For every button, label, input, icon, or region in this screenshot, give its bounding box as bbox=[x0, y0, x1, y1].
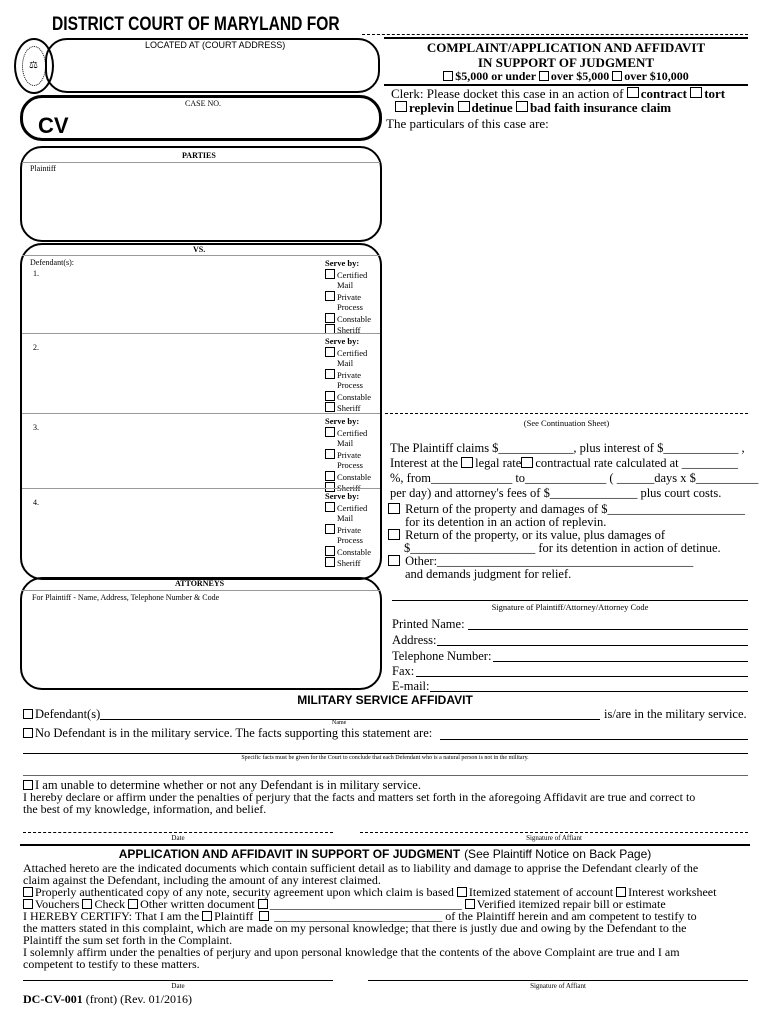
serve-by-label: Serve by: bbox=[325, 491, 360, 501]
serve-option bbox=[325, 427, 377, 449]
doc-label: Check bbox=[94, 897, 126, 911]
serve-option bbox=[325, 471, 377, 483]
doc-label: Other written document bbox=[140, 897, 255, 911]
interest-label: Interest at the bbox=[390, 456, 459, 470]
serve-option-checkbox[interactable] bbox=[325, 369, 335, 379]
detinue-text-2[interactable]: $____________________ for its detention in action of detinue. bbox=[404, 541, 721, 555]
plaintiff-field[interactable] bbox=[30, 174, 370, 234]
unable-label: I am unable to determine whether or not any Defendant is in military service. bbox=[35, 778, 421, 792]
no-defendant-checkbox[interactable] bbox=[23, 728, 33, 738]
address-field[interactable] bbox=[437, 645, 748, 646]
amount-label: $5,000 or under bbox=[455, 69, 536, 83]
other-document-field[interactable]: ________________________________ bbox=[269, 897, 462, 911]
action-label: bad faith insurance claim bbox=[529, 100, 672, 115]
authenticated-copy-checkbox[interactable] bbox=[23, 887, 33, 897]
military-signature-label: Signature of Affiant bbox=[526, 834, 582, 842]
serve-option bbox=[325, 391, 377, 403]
replevin-return-checkbox[interactable] bbox=[388, 503, 400, 514]
serve-option-label: Constable bbox=[337, 391, 371, 402]
form-code: DC-CV-001 bbox=[23, 992, 83, 1006]
application-signature-label: Signature of Affiant bbox=[530, 982, 586, 990]
serve-option-checkbox[interactable] bbox=[325, 449, 335, 459]
serve-option-label: Certified Mail bbox=[337, 502, 368, 523]
no-defendant-label: No Defendant is in the military service. The facts supporting this statement are: bbox=[35, 726, 433, 740]
other-checkbox[interactable] bbox=[388, 555, 400, 566]
action-label: contract bbox=[640, 86, 687, 101]
defendant-number: 1. bbox=[33, 269, 39, 278]
serve-option-checkbox[interactable] bbox=[325, 557, 335, 567]
application-signature-line[interactable] bbox=[368, 980, 748, 981]
in-service-label: is/are in the military service. bbox=[604, 707, 747, 721]
amount-checkbox[interactable] bbox=[443, 71, 453, 81]
clerk-line-2 bbox=[395, 101, 671, 114]
replevin-text: Return of the property and damages of $______________________ bbox=[405, 502, 745, 516]
application-date-line[interactable] bbox=[23, 980, 333, 981]
serve-option bbox=[325, 347, 377, 369]
legal-rate-checkbox[interactable] bbox=[461, 457, 473, 468]
contractual-rate-label: contractual rate calculated at _________ bbox=[535, 456, 738, 470]
serve-option-label: Constable bbox=[337, 313, 371, 324]
certify-text-2: the matters stated in this complaint, which are made on my personal knowledge; that there is justly due and owing by the Defendant to the bbox=[23, 921, 687, 935]
application-text-1: Attached hereto are the indicated documents which contain sufficient detail as to liability and damage to apprise the Defendant clearly of the bbox=[23, 861, 699, 875]
plaintiff-signature-label: Signature of Plaintiff/Attorney/Attorney Code bbox=[491, 602, 649, 612]
telephone-label: Telephone Number: bbox=[392, 649, 492, 663]
declare-text-2: the best of my knowledge, information, and belief. bbox=[23, 802, 267, 816]
serve-option bbox=[325, 291, 377, 313]
facts-line-3[interactable] bbox=[23, 775, 748, 776]
telephone-field[interactable] bbox=[493, 661, 748, 662]
serve-option-checkbox[interactable] bbox=[325, 471, 335, 481]
facts-line-1[interactable] bbox=[440, 739, 748, 740]
specific-facts-note: Specific facts must be given for the Court to conclude that each Defendant who is a natural person is not in the military. bbox=[241, 755, 529, 761]
serve-option-label: Private Process bbox=[337, 369, 363, 390]
particulars-label: The particulars of this case are: bbox=[386, 116, 549, 131]
defendant-field[interactable] bbox=[30, 514, 315, 564]
attorney-fees-line[interactable]: per day) and attorney's fees of $______________ plus court costs. bbox=[390, 486, 722, 500]
serve-option-label: Certified Mail bbox=[337, 427, 368, 448]
amount-label: over $5,000 bbox=[550, 69, 610, 83]
amount-options bbox=[384, 70, 748, 83]
other-document-checkbox[interactable] bbox=[128, 899, 138, 909]
replevin-checkbox[interactable] bbox=[395, 101, 407, 112]
serve-option-label: Constable bbox=[337, 546, 371, 557]
divider bbox=[22, 413, 380, 414]
military-title: MILITARY SERVICE AFFIDAVIT bbox=[297, 693, 473, 707]
other-option bbox=[388, 555, 693, 567]
action-label: tort bbox=[704, 86, 726, 101]
serve-option bbox=[325, 313, 377, 325]
application-title: APPLICATION AND AFFIDAVIT IN SUPPORT OF JUDGMENT bbox=[118, 847, 461, 861]
interest-worksheet-checkbox[interactable] bbox=[616, 887, 626, 897]
serve-option-label: Sheriff bbox=[337, 483, 361, 493]
serve-option-label: Constable bbox=[337, 471, 371, 482]
name-label: Name bbox=[332, 720, 347, 726]
defendant-number: 2. bbox=[33, 343, 39, 352]
divider bbox=[22, 488, 380, 489]
case-prefix: CV bbox=[38, 113, 69, 138]
court-title: DISTRICT COURT OF MARYLAND FOR bbox=[52, 14, 340, 35]
serve-by-group bbox=[325, 416, 377, 494]
repair-bill-checkbox[interactable] bbox=[465, 899, 475, 909]
form-revision: (front) (Rev. 01/2016) bbox=[85, 992, 192, 1006]
serve-option-checkbox[interactable] bbox=[325, 524, 335, 534]
email-field[interactable] bbox=[430, 691, 748, 692]
court-seal-logo: ⚖ bbox=[14, 38, 54, 94]
serve-by-group bbox=[325, 258, 377, 336]
detinue-text: Return of the property, or its value, plus damages of bbox=[405, 528, 666, 542]
certify-other-checkbox[interactable] bbox=[259, 911, 269, 921]
vouchers-checkbox[interactable] bbox=[23, 899, 33, 909]
serve-option-checkbox[interactable] bbox=[325, 546, 335, 556]
interest-dates-line[interactable]: %, from_____________ to_____________ ( ______days x $__________ bbox=[390, 471, 759, 485]
tort-checkbox[interactable] bbox=[690, 87, 702, 98]
serve-option-checkbox[interactable] bbox=[325, 291, 335, 301]
serve-option-checkbox[interactable] bbox=[325, 391, 335, 401]
certify-text: I HEREBY CERTIFY: That I am the bbox=[23, 909, 200, 923]
serve-option-label: Private Process bbox=[337, 291, 363, 312]
no-defendant-option bbox=[23, 727, 432, 739]
serve-option-label: Private Process bbox=[337, 524, 363, 545]
court-name-line[interactable] bbox=[362, 34, 748, 35]
amount-label: over $10,000 bbox=[624, 69, 689, 83]
military-signature-line[interactable] bbox=[360, 832, 748, 833]
serve-option-checkbox[interactable] bbox=[325, 502, 335, 512]
doc-label: Properly authenticated copy of any note, security agreement upon which claim is based bbox=[35, 885, 454, 899]
application-text-2: claim against the Defendant, including the amount of any interest claimed. bbox=[23, 873, 381, 887]
detinue-return-checkbox[interactable] bbox=[388, 529, 400, 540]
defendants-military-checkbox[interactable] bbox=[23, 709, 33, 719]
fax-label: Fax: bbox=[392, 664, 415, 678]
serve-option-label: Certified Mail bbox=[337, 269, 368, 290]
certify-plaintiff-checkbox[interactable] bbox=[202, 911, 212, 921]
contractual-rate-checkbox[interactable] bbox=[521, 457, 533, 468]
parties-label: PARTIES bbox=[182, 151, 216, 160]
divider bbox=[22, 333, 380, 334]
serve-option bbox=[325, 524, 377, 546]
certify-text-3: Plaintiff the sum set forth in the Complaint. bbox=[23, 933, 233, 947]
defendant-field[interactable] bbox=[30, 280, 315, 330]
serve-option-label: Certified Mail bbox=[337, 347, 368, 368]
divider bbox=[384, 37, 748, 39]
detinue-option bbox=[388, 529, 665, 541]
serve-option-checkbox[interactable] bbox=[325, 269, 335, 279]
serve-by-label: Serve by: bbox=[325, 416, 360, 426]
unable-checkbox[interactable] bbox=[23, 780, 33, 790]
serve-option-label: Sheriff bbox=[337, 403, 361, 413]
claim-amount-line[interactable]: The Plaintiff claims $____________, plus interest of $____________ , bbox=[390, 441, 745, 455]
military-date-line[interactable] bbox=[23, 832, 333, 833]
serve-option bbox=[325, 546, 377, 558]
amount-checkbox[interactable] bbox=[539, 71, 549, 81]
serve-option bbox=[325, 269, 377, 291]
legal-rate-label: legal rate bbox=[475, 456, 522, 470]
located-at-label: LOCATED AT (COURT ADDRESS) bbox=[145, 40, 286, 50]
defendant-number: 3. bbox=[33, 423, 39, 432]
certify-plaintiff-label: Plaintiff bbox=[214, 909, 254, 923]
serve-option bbox=[325, 369, 377, 391]
replevin-option bbox=[388, 503, 745, 515]
defendant-name-line[interactable] bbox=[100, 719, 600, 720]
contract-checkbox[interactable] bbox=[627, 87, 639, 98]
serve-option bbox=[325, 557, 377, 569]
serve-option-label: Private Process bbox=[337, 449, 363, 470]
case-no-label: CASE NO. bbox=[185, 99, 222, 108]
serve-by-group bbox=[325, 491, 377, 569]
other-text[interactable]: Other:_________________________________________ bbox=[405, 554, 694, 568]
military-date-label: Date bbox=[171, 834, 185, 842]
defendant-field[interactable] bbox=[30, 439, 315, 489]
defendant-field[interactable] bbox=[30, 359, 315, 409]
attorneys-label: ATTORNEYS bbox=[175, 579, 225, 588]
form-title: COMPLAINT/APPLICATION AND AFFIDAVIT bbox=[426, 40, 706, 55]
address-label: Address: bbox=[392, 633, 437, 647]
certify-capacity-field[interactable]: ____________________________ of the Plaintiff herein and am competent to testify to bbox=[274, 909, 697, 923]
serve-option-checkbox[interactable] bbox=[325, 347, 335, 357]
clerk-text: Clerk: Please docket this case in an action of bbox=[391, 86, 624, 101]
plaintiff-label: Plaintiff bbox=[30, 164, 57, 173]
vs-label: VS. bbox=[193, 245, 206, 254]
defendant-number: 4. bbox=[33, 498, 39, 507]
serve-option-checkbox[interactable] bbox=[325, 402, 335, 412]
doc-label: Verified itemized repair bill or estimate bbox=[476, 897, 666, 911]
serve-option bbox=[325, 402, 377, 414]
plaintiff-signature-line[interactable] bbox=[392, 600, 748, 601]
serve-option bbox=[325, 502, 377, 524]
doc-label: Vouchers bbox=[35, 897, 80, 911]
military-defendants-option bbox=[23, 708, 100, 720]
application-note: (See Plaintiff Notice on Back Page) bbox=[464, 847, 652, 861]
facts-line-2[interactable] bbox=[23, 753, 748, 754]
defendants-label: Defendant(s) bbox=[35, 707, 101, 721]
serve-option-label: Sheriff bbox=[337, 325, 361, 335]
fax-field[interactable] bbox=[416, 676, 748, 677]
declare-text-1: I hereby declare or affirm under the penalties of perjury that the facts and matters set forth in the aforegoing Affidavit are true and correct to bbox=[23, 790, 696, 804]
serve-option-checkbox[interactable] bbox=[325, 313, 335, 323]
printed-name-field[interactable] bbox=[468, 629, 748, 630]
interest-line bbox=[390, 457, 738, 469]
application-heading bbox=[0, 847, 770, 861]
application-date-label: Date bbox=[171, 982, 185, 990]
serve-by-label: Serve by: bbox=[325, 258, 360, 268]
particulars-area[interactable] bbox=[386, 132, 748, 410]
serve-option bbox=[325, 449, 377, 471]
serve-by-group bbox=[325, 336, 377, 414]
clerk-line-1 bbox=[391, 87, 725, 100]
detinue-checkbox[interactable] bbox=[458, 101, 470, 112]
doc-label: Interest worksheet bbox=[628, 885, 717, 899]
attorney-for-plaintiff-label: For Plaintiff - Name, Address, Telephone Number & Code bbox=[32, 593, 220, 602]
judgment-relief-text: and demands judgment for relief. bbox=[405, 567, 572, 581]
continuation-note: (See Continuation Sheet) bbox=[523, 418, 610, 428]
serve-option-checkbox[interactable] bbox=[325, 427, 335, 437]
itemized-statement-checkbox[interactable] bbox=[457, 887, 467, 897]
action-label: replevin bbox=[409, 100, 455, 115]
email-label: E-mail: bbox=[392, 679, 430, 693]
replevin-text-2: for its detention in an action of replevin. bbox=[405, 515, 607, 529]
other-document-extra-checkbox[interactable] bbox=[258, 899, 268, 909]
amount-checkbox[interactable] bbox=[612, 71, 622, 81]
affirm-text-1: I solemnly affirm under the penalties of perjury and upon personal knowledge that the contents of the above Complaint are true and I am bbox=[23, 945, 680, 959]
serve-option-label: Sheriff bbox=[337, 558, 361, 568]
form-number bbox=[23, 993, 192, 1006]
action-label: detinue bbox=[471, 100, 513, 115]
affirm-text-2: competent to testify to these matters. bbox=[23, 957, 200, 971]
form-subtitle: IN SUPPORT OF JUDGMENT bbox=[477, 55, 655, 70]
serve-by-label: Serve by: bbox=[325, 336, 360, 346]
printed-name-label: Printed Name: bbox=[392, 617, 465, 631]
check-checkbox[interactable] bbox=[82, 899, 92, 909]
bad-faith-checkbox[interactable] bbox=[516, 101, 528, 112]
defendants-label: Defendant(s): bbox=[30, 258, 74, 267]
doc-label: Itemized statement of account bbox=[468, 885, 614, 899]
